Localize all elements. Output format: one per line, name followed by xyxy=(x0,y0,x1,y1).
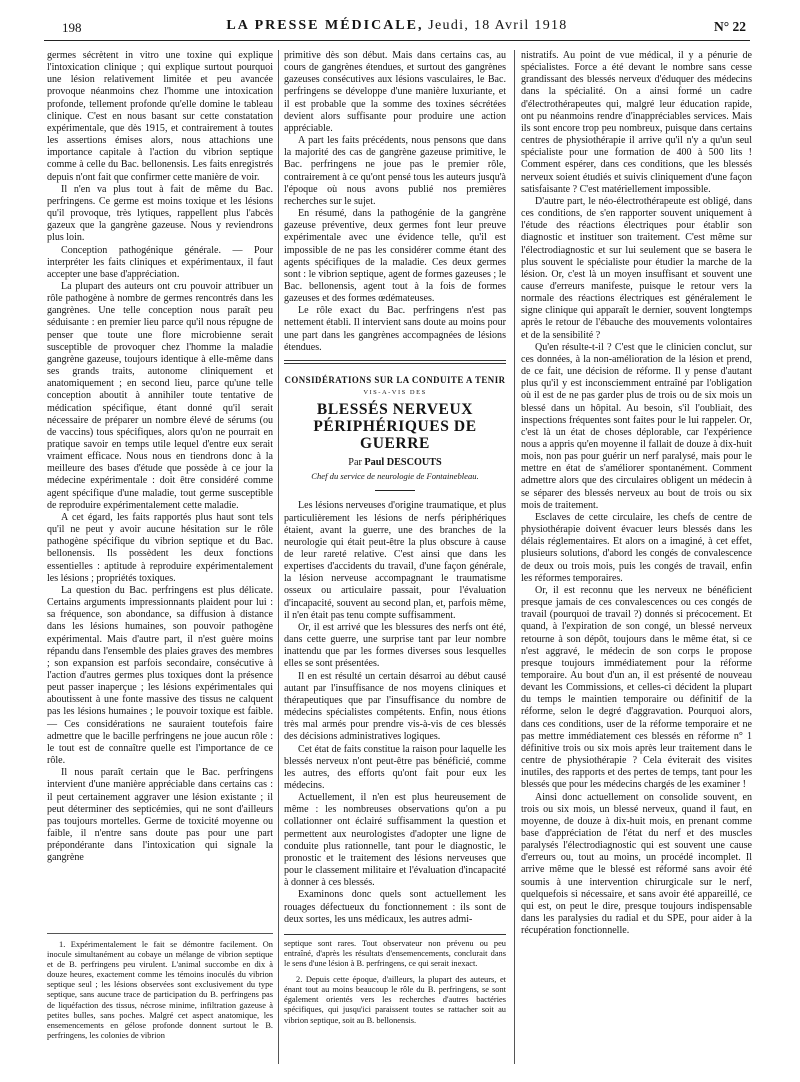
column-1 xyxy=(47,50,273,928)
paragraph: germes sécrètent in vitro une toxine qui explique l'intoxication clinique ; qui explique surtout pourquoi une lésion relativement limitée et peu avancée provoque néanmoins chez l'homme une intoxication profonde, tellement profonde qu'elle domine le tableau clinique. C'est en nous basant sur cette constatation expérimentale, que dès 1915, et contrairement à toutes les assertions émises alors, nous attachions une importance capitale à l'action du vibrion septique comme à celle du Bac. bellonensis. Les faits enregistrés depuis n'ont fait que confirmer cette manière de voir. xyxy=(47,50,273,183)
page-number: 198 xyxy=(62,20,82,35)
footnotes-continued xyxy=(284,939,506,1026)
article-kicker-sub: VIS-A-VIS DES xyxy=(363,388,427,396)
journal-title-line xyxy=(44,18,750,34)
paragraph: D'autre part, le néo-électrothérapeute est obligé, dans ces conditions, de s'en rapporter souvent uniquement à l'étude des réactions électriques pour établir son diagnostic et instituer son traitement. C'est même sur l'électrodiagnostic et sur lui seulement que se basera le plus souvent le spécialiste pour étudier la marche de la lésion. Or, c'est là un moyen insuffisant et souvent une cause d'erreurs manifeste, puisque le retour vers la normale des réactions électriques est généralement le signe clinique qui apparaît le dernier, souvent longtemps après le retour de l'ébauche des mouvements volontaires et de la sensibilité ? xyxy=(521,195,752,341)
page-header xyxy=(44,14,750,41)
issue-number: N° 22 xyxy=(713,19,746,34)
paragraph: primitive dès son début. Mais dans certains cas, au cours de gangrènes étendues, et surtout des gangrènes gazeuses consécutives aux lésions vasculaires, le Bac. perfringens se développe d'une manière luxuriante, et il est probable que la somme des toxines sécrétées devient alors suffisante pour produire une action appréciable. xyxy=(284,50,506,134)
paragraph: Ainsi donc actuellement on consolide souvent, en trois ou six mois, un blessé nerveux, quand il faut, en moyenne, de douze à dix-huit mois, en prenant comme base d'appréciation de l'état du nerf et des muscles paralysés l'électrodiagnostic qui est souvent une cause d'erreurs ou, tout au moins, un procédé incomplet. Il arrive même que le blessé est réformé sans avoir été soumis à une intervention chirurgicale sur le nerf, quelquefois si nécessaire, et sans avoir été appareillé, ce qui est, on peut le dire, presque toujours indispensable dans les paralysies du radial et du SPE, pour aider à la récupération fonctionnelle. xyxy=(521,791,752,937)
footnote-1 xyxy=(47,940,273,1041)
article-author: Paul DESCOUTS xyxy=(364,457,442,469)
column-separator xyxy=(514,50,515,1064)
article-heading xyxy=(284,374,506,491)
journal-name: LA PRESSE MÉDICALE, xyxy=(226,18,424,33)
paragraph: Actuellement, il n'en est plus heureusement de même : les nombreuses observations qu'on a pu collationner ont éclairé suffisamment la question et permettent aux neurologistes d'adopter une ligne de conduite plus rationnelle, tant pour le diagnostic, le pronostic et le traitement des lésions nerveuses que pour le classement militaire et l'évaluation d'incapacité à donner à ces blessés. xyxy=(284,792,506,889)
column-3 xyxy=(521,50,752,1062)
paragraph: En résumé, dans la pathogénie de la gangrène gazeuse préventive, deux germes font leur preuve expérimentale avec une évidence telle, qu'il est impossible de ne pas les considérer comme étant des agents spécifiques de la maladie. Ces deux germes sont : le vibrion septique, agent de formes gazeuses ; le Bac. bellonensis, agent tout à la fois de formes gazeuses et des formes œdémateuses. xyxy=(284,208,506,305)
paragraph: A cet égard, les faits rapportés plus haut sont tels qu'il ne peut y avoir aucune hésitation sur le rôle pathogène spécifique du vibrion septique et du Bac. bellonensis. Ils possèdent les deux fonctions essentielles : aptitude à reproduire expérimentalement les lésions ; propriétés toxiques. xyxy=(47,511,273,584)
paragraph: Les lésions nerveuses d'origine traumatique, et plus particulièrement les lésions de nerfs périphériques étaient, avant la guerre, une des branches de la neurologie qui était peut-être la plus obscure à cause de leur rareté relative. C'est ainsi que dans les expertises d'accidents du travail, d'une façon générale, la lésion nerveuse accompagnant le traumatisme osseux ou articulaire passait, pour l'évaluation d'incapacité, souvent au second plan, et, parfois même, il n'en était pas tenu compte suffisamment. xyxy=(284,500,506,621)
paragraph: Or, il est arrivé que les blessures des nerfs ont été, dans cette guerre, une surprise tant par leur nombre inattendu que par les formes diverses sous lesquelles elles se sont présentées. xyxy=(284,621,506,670)
paragraph: Esclaves de cette circulaire, les chefs de centre de physiothérapie doivent évacuer leurs blessés dans les délais réglementaires. Et alors on a imaginé, à cet effet, plusieurs solutions, d'abord les congés de convalescence de deux ou trois mois, puis les congés de travail, enfin les réformes temporaires. xyxy=(521,511,752,584)
article-separator-rule xyxy=(284,360,506,361)
author-affiliation: Chef du service de neurologie de Fontainebleau. xyxy=(311,471,479,482)
article-kicker: CONSIDÉRATIONS SUR LA CONDUITE A TENIR xyxy=(284,374,506,385)
paragraph: Examinons donc quels sont actuellement les rouages défectueux du fonctionnement : ils sont de deux sortes, les uns médicaux, les autres admi- xyxy=(284,889,506,925)
article-title: BLESSÉS NERVEUX PÉRIPHÉRIQUES DE GUERRE xyxy=(313,401,477,453)
paragraph: Il nous paraît certain que le Bac. perfringens intervient d'une manière appréciable dans certains cas : il peut certainement aggraver une lésion existante ; il peut déterminer des septicémies, qui ne sont d'ailleurs pas toujours mortelles. Germe de toxicité moyenne ou faible, il n'entre sans doute pas pour une part prépondérante dans l'intoxication qui signale la gangrène xyxy=(47,767,273,864)
paragraph: Le rôle exact du Bac. perfringens n'est pas nettement établi. Il intervient sans doute au moins pour une part dans les gangrènes accompagnées de lésions étendues. xyxy=(284,305,506,353)
paragraph: Qu'en résulte-t-il ? C'est que le clinicien conclut, sur ces données, à la non-amélioration de la lésion et prend, de ce fait, une décision de réforme. Il y pense d'autant plus qu'il y est inconsciemment entraîné par l'obligation où il est de ne pas garder plus de trois ou de six mois un blessé dans un hôpital. Au besoin, s'il l'oubliait, des inspections fréquentes sont faites pour le lui rappeler. Or, c'est là un état de choses déplorable, car l'expérience nous a appris qu'en moyenne il fallait de douze à dix-huit mois, non pas pour guérir un nerf paralysé, mais pour le mettre en état de s'améliorer spontanément. Comment admettre alors que des circulaires obligent un médecin à se séparer des blessés nerveux au bout de trois ou six mois de traitement. xyxy=(521,341,752,511)
paragraph: Cet état de faits constitue la raison pour laquelle les blessés nerveux n'ont peut-être pas bénéficié, comme les autres, des efforts qu'ont fait pour eux les médecins. xyxy=(284,743,506,791)
paragraph: La plupart des auteurs ont cru pouvoir attribuer un rôle pathogène à nombre de germes rencontrés dans les gangrènes. Une telle conception nous paraît peu séduisante : en premier lieu parce qu'il nous répugne de penser que toute une flore microbienne serait susceptible de provoquer chez l'homme la maladie gangrène gazeuse, toujours identique à elle-même dans ses grands traits, autonome cliniquement et anatomiquement ; en second lieu, parce qu'une telle conception aboutit à annihiler toute tentative de médication spécifique, étant donné qu'il serait nécessaire de préparer un nombre élevé de sérums (ou de vaccins) tous spécifiques, alors qu'on ne pourrait en pratique savoir en temps utile lequel d'entre eux serait vraiment efficace. Nous nous en tiendrons donc à la meilleure des bases d'étude que possède à ce jour la médecine expérimentale : doit être considéré comme agent spécifique d'une maladie, tout germe susceptible de reproduire expérimentalement cette maladie. xyxy=(47,280,273,511)
footnote-separator xyxy=(47,933,273,934)
paragraph: La question du Bac. perfringens est plus délicate. Certains arguments impressionnants plaident pour lui : sa fréquence, son abondance, sa diffusion à distance dans les lésions humaines, son pouvoir pathogène expérimental. Mais d'autre part, il n'est guère moins répandu dans l'ensemble des plaies graves des membres ; son expansion est parfois secondaire, consécutive à l'action d'autres germes plus toxiques dont la présence peut passer inaperçue ; les lésions expérimentales qui aboutissent à une fonte massive des tissus ne calquent pas les lésions humaines ; le pouvoir toxique est faible. — Ces considérations ne sauraient toutefois faire admettre que le bacille perfringens ne joue aucun rôle : le tout est de connaître quelle est l'importance de ce rôle. xyxy=(47,584,273,767)
paragraph: A part les faits précédents, nous pensons que dans la majorité des cas de gangrène gazeuse primitive, le Bac. perfringens ne joue pas le premier rôle, contrairement à ce qu'ont pensé tous les auteurs jusqu'à l'époque où nous avons publié nos premières recherches sur le sujet. xyxy=(284,135,506,207)
footnote-text: 1. Expérimentalement le fait se démontre facilement. On inocule simultanément au cobaye un mélange de vibrion septique et de B. perfringens peu virulent. L'animal succombe en dix à douze heures, exactement comme les témoins inoculés du vibrion septique seul ; les lésions observées sont exclusivement du type septique, sans aucune trace de participation du B. perfringens pas de liquéfaction des tissus, nécrose minime, infiltration gazeuse à petites bulles, sans poches. Malgré cet aspect anatomique, les ensemencements en gélose profonde donnent surtout le B. perfringens, les colonies de vibrion xyxy=(47,940,273,1040)
article-byline xyxy=(284,457,506,469)
column-2 xyxy=(284,50,506,1062)
footnote-text: septique sont rares. Tout observateur non prévenu ou peu entraîné, d'après les résultats d'ensemencements, conclurait dans le sens d'une lésion à B. perfringens, ce qui serait inexact. xyxy=(284,938,506,969)
paragraph: Il n'en va plus tout à fait de même du Bac. perfringens. Ce germe est moins toxique et les lésions qu'il provoque, très lytiques, rappellent plus l'abcès gazeux que la gangrène gazeuse. Nous y reviendrons plus loin. xyxy=(47,183,273,244)
footnote-2: 2. Depuis cette époque, d'ailleurs, la plupart des auteurs, et énant tout au moins beaucoup le rôle du B. perfringens, se sont également orientés vers les recherches d'autres bactéries spécifiques, qui jusqu'ici paraissent toutes se rattacher soit au vibrion septique, soit au B. bellonensis. xyxy=(284,975,506,1025)
title-rule xyxy=(375,490,415,491)
paragraph: Or, il est reconnu que les nerveux ne bénéficient presque jamais de ces convalescences ou ces congés de travail (pourquoi de travail ?) donnés si précocement. Et quand, à l'expiration de son congé, un blessé nerveux retourne à son dépôt, toujours dans le même état, si ce n'est aggravé, le médecin de son corps le propose presque toujours immédiatement pour la réforme temporaire. Au bout d'un an, il est présenté de nouveau devant les Commissions, et celles-ci décident la plupart du temps le maintien temporaire ou définitif de la réforme, selon le degré d'aggravation. Pourquoi alors, dans ces conditions, user de la réforme temporaire et ne pas mettre immédiatement ces blessés en réforme n° 1 définitive trois ou six mois après leur traitement dans le centre de physiothérapie ? Cela éviterait des visites inutiles, des rapports et des pertes de temps, tant pour les blessés que pour les médecins chargés de les examiner ! xyxy=(521,584,752,791)
paragraph: Il en est résulté un certain désarroi au début causé autant par l'insuffisance de nos moyens cliniques et thérapeutiques que par l'insuffisance du nombre de médecins spécialistes compétents. Enfin, nous étions très mal armés pour prendre vis-à-vis de ces blessés des décisions administratives logiques. xyxy=(284,670,506,743)
footnote-separator xyxy=(284,934,506,935)
paragraph: nistratifs. Au point de vue médical, il y a pénurie de spécialistes. Force a été devant le nombre sans cesse grandissant des blessés nerveux d'éduquer des médecins dans la spécialité. On a ainsi formé un cadre d'électrothérapeutes qui, malgré leur éducation rapide, ont pu néanmoins rendre d'inappréciables services. Mais ils sont encore trop peu nombreux, puisque dans certains centres de physiothérapie il arrive qu'il n'y a qu'un seul spécialiste pour une formation de 400 à 500 lits ! Comment espérer, dans ces conditions, que les blessés nerveux soient étudiés et suivis cliniquement d'une façon satisfaisante ? C'est matériellement impossible. xyxy=(521,50,752,195)
issue-date: Jeudi, 18 Avril 1918 xyxy=(428,18,568,33)
article-separator-rule xyxy=(284,363,506,364)
column-separator xyxy=(278,50,279,1064)
section-heading-paragraph: Conception pathogénique générale. — Pour interpréter les faits cliniques et expérimentaux, il faut accepter une base d'appréciation. xyxy=(47,244,273,280)
byline-prefix: Par xyxy=(348,457,362,469)
